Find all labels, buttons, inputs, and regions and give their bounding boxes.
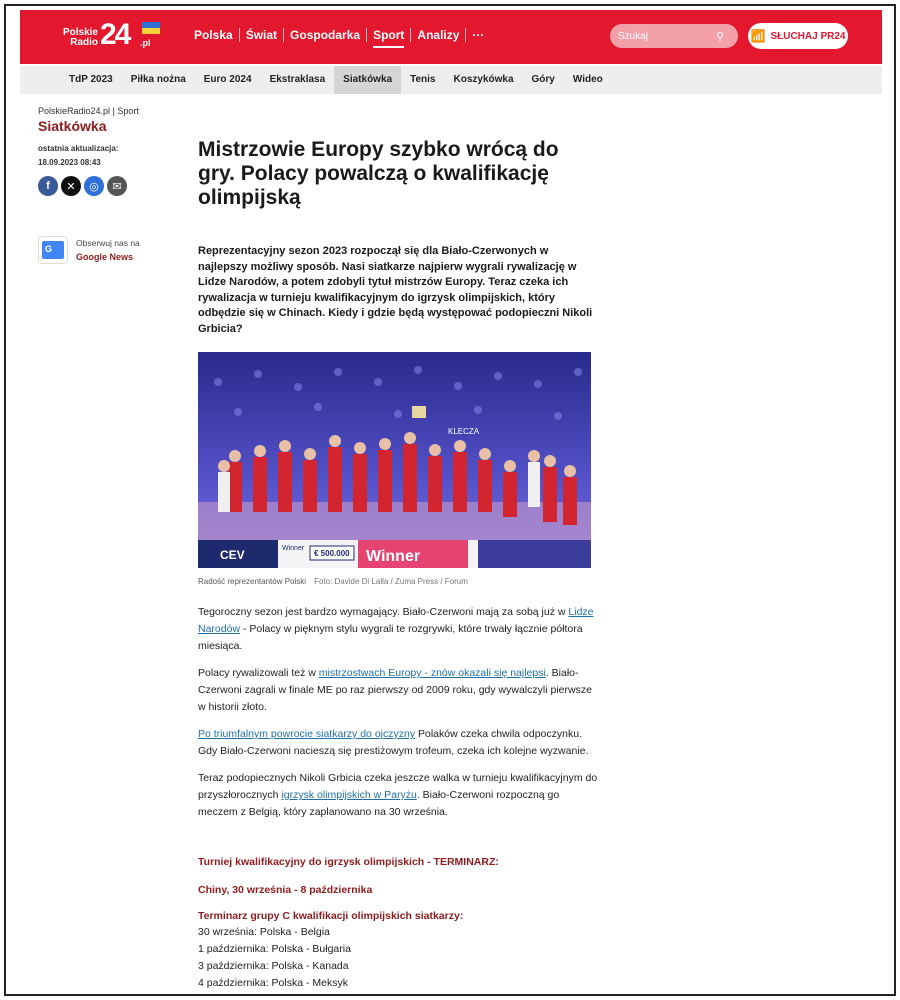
- updated-date: 18.09.2023 08:43: [38, 158, 101, 167]
- photo-caption: [198, 577, 468, 586]
- share-buttons: [38, 176, 127, 196]
- nav-item-gospodarka[interactable]: Gospodarka: [290, 28, 361, 42]
- nav-more-button[interactable]: ···: [472, 28, 485, 42]
- photo-amount-text: € 500.000: [314, 549, 350, 558]
- caption-credit: Foto: Davide Di Lalla / Zuma Press / Forum: [314, 577, 468, 586]
- list-item: 1 października: Polska - Bułgaria: [198, 943, 351, 955]
- google-news-icon: G: [38, 236, 68, 264]
- link-powrot-siatkarzy[interactable]: Po triumfalnym powrocie siatkarzy do ojczyzny: [198, 728, 416, 740]
- section-title[interactable]: Siatkówka: [38, 118, 107, 134]
- group-c-heading: Terminarz grupy C kwalifikacji olimpijskich siatkarzy:: [198, 910, 464, 922]
- paragraph-3: Po triumfalnym powrocie siatkarzy do ojczyzny Polaków czeka chwila odpoczynku. Gdy Biało-Czerwoni nacieszą się prestiżowym trofeum, czeka ich kolejne wyzwanie.: [198, 728, 589, 757]
- paragraph-4: Teraz podopiecznych Nikoli Grbicia czeka jeszcze walka w turnieju kwalifikacyjnym do przyszłorocznych igrzysk olimpijskich w Paryżu. Biało-Czerwoni rozpoczną go meczem z Belgią, który zaplanowano na 30 września.: [198, 772, 598, 818]
- link-liga-narodow[interactable]: Lidze Narodów: [198, 606, 594, 635]
- search-icon[interactable]: ⚲: [716, 30, 725, 43]
- subnav-item-tdp[interactable]: TdP 2023: [69, 74, 113, 85]
- messenger-icon: ◎: [89, 180, 99, 193]
- gnews-line1: Obserwuj nas na: [76, 238, 140, 248]
- article-body: [198, 604, 598, 831]
- article-title: Mistrzowie Europy szybko wrócą do gry. Polacy powalczą o kwalifikację olimpijską: [198, 138, 559, 209]
- updated-label: ostatnia aktualizacja:: [38, 144, 119, 153]
- gnews-line2: Google News: [76, 252, 134, 262]
- page-content: [20, 10, 882, 992]
- listen-button[interactable]: [748, 23, 848, 49]
- photo-sign-text: KLECZA: [448, 427, 480, 436]
- article-photo[interactable]: [198, 352, 591, 568]
- listen-label: SŁUCHAJ PR24: [770, 30, 846, 42]
- subnav-item-koszykowka[interactable]: Koszykówka: [453, 74, 514, 85]
- volleyball-celebration-image: [198, 352, 591, 568]
- nav-item-sport[interactable]: Sport: [367, 28, 410, 42]
- schedule-heading: Turniej kwalifikacyjny do igrzysk olimpijskich - TERMINARZ:: [198, 856, 499, 868]
- x-icon: ✕: [66, 180, 76, 193]
- logo-line1: Polskie: [62, 27, 98, 38]
- breadcrumb[interactable]: PolskieRadio24.pl | Sport: [38, 106, 139, 116]
- facebook-share-button[interactable]: [38, 176, 58, 196]
- main-nav: [188, 28, 490, 42]
- list-item: 3 października: Polska - Kanada: [198, 960, 349, 972]
- nav-item-swiat[interactable]: Świat: [245, 28, 278, 42]
- caption-text: Radość reprezentantów Polski: [198, 577, 307, 586]
- facebook-icon: f: [46, 180, 50, 192]
- schedule-location: Chiny, 30 września - 8 października: [198, 884, 373, 896]
- subnav-item-euro[interactable]: Euro 2024: [203, 74, 252, 85]
- sub-nav: [20, 66, 882, 94]
- photo-cev-text: CEV: [220, 548, 245, 562]
- list-item: 4 października: Polska - Meksyk: [198, 977, 348, 989]
- article-lead: Reprezentacyjny sezon 2023 rozpoczął się dla Biało-Czerwonych w najlepszy możliwy sposób. Nasi siatkarze najpierw wygrali rywalizację w Lidze Narodów, a potem zdobyli tytuł mistrzów Europy. Teraz czeka ich rywalizacja w turnieju kwalifikacyjnym do igrzysk olimpijskich, który odbędzie się w Chinach. Kiedy i gdzie będą występować podopieczni Nikoli Grbicia?: [198, 245, 593, 335]
- logo-suffix: .pl: [140, 38, 151, 48]
- x-share-button[interactable]: [61, 176, 81, 196]
- subnav-item-tenis[interactable]: Tenis: [410, 74, 436, 85]
- search-input[interactable]: [618, 31, 712, 42]
- page-frame: [4, 4, 896, 996]
- site-logo[interactable]: [62, 20, 162, 56]
- subnav-item-pilka-nozna[interactable]: Piłka nożna: [130, 74, 186, 85]
- subnav-item-siatkowka[interactable]: Siatkówka: [334, 66, 401, 94]
- radio-wave-icon: 📶: [750, 29, 766, 43]
- link-igrzyska-paryz[interactable]: igrzysk olimpijskich w Paryżu: [281, 789, 417, 801]
- list-item: 30 września: Polska - Belgia: [198, 926, 330, 938]
- photo-winner-big-text: Winner: [366, 548, 421, 565]
- games-list: [198, 924, 351, 992]
- google-news-follow[interactable]: [38, 236, 140, 264]
- logo-line2: Radio: [70, 37, 98, 48]
- messenger-share-button[interactable]: [84, 176, 104, 196]
- subnav-item-wideo[interactable]: Wideo: [572, 74, 603, 85]
- mail-share-button[interactable]: [107, 176, 127, 196]
- paragraph-2: Polacy rywalizowali też w mistrzostwach Europy - znów okazali się najlepsi. Biało-Czerwoni zagrali w finale ME po raz pierwszy od 2009 roku, gdy wywalczyli pierwsze w historii złoto.: [198, 667, 592, 713]
- top-header: [20, 10, 882, 64]
- subnav-item-gory[interactable]: Góry: [531, 74, 555, 85]
- mail-icon: ✉: [112, 180, 122, 193]
- subnav-item-ekstraklasa[interactable]: Ekstraklasa: [269, 74, 326, 85]
- link-mistrzostwa-europy[interactable]: mistrzostwach Europy - znów okazali się najlepsi: [318, 667, 546, 679]
- paragraph-1: Tegoroczny sezon jest bardzo wymagający. Biało-Czerwoni mają za sobą już w Lidze Narodów - Polacy w pięknym stylu wygrali te rozgrywki, które trwały łącznie półtora miesiąca.: [198, 606, 594, 652]
- ukraine-flag-icon: [142, 22, 160, 34]
- nav-item-polska[interactable]: Polska: [194, 28, 233, 42]
- search-box: [610, 24, 738, 48]
- nav-item-analizy[interactable]: Analizy: [417, 28, 460, 42]
- logo-number: 24: [100, 18, 130, 51]
- photo-winner-small-text: Winner: [282, 545, 305, 552]
